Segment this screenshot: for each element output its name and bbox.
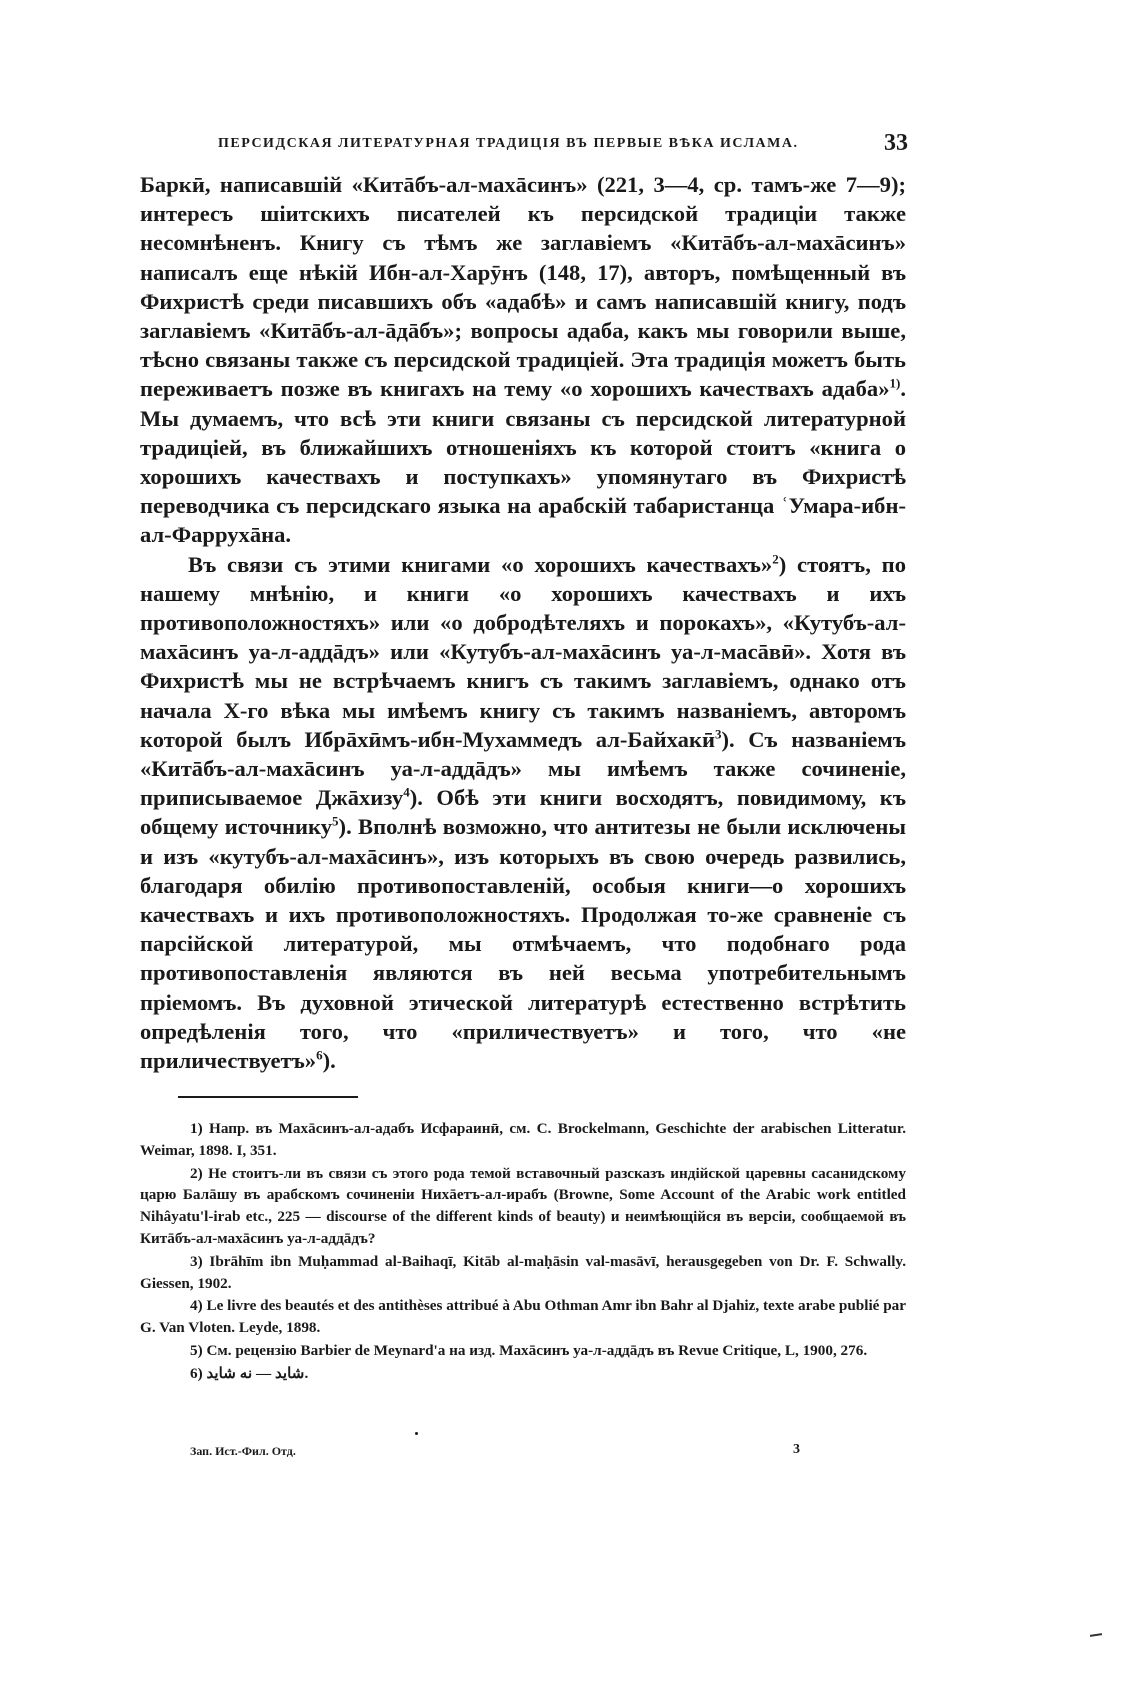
paragraph xyxy=(140,170,906,550)
paragraph-text: ). Съ названіемъ «Китāбъ-ал-махāсинъ уа-л-аддāдъ» мы имѣемъ также сочиненіе, приписываемое Джāхизу xyxy=(140,726,906,811)
signature-mark: 3 xyxy=(793,1442,800,1457)
paragraph-text: ). xyxy=(322,1048,336,1074)
page-number: 33 xyxy=(884,130,908,156)
running-head: ПЕРСИДСКАЯ ЛИТЕРАТУРНАЯ ТРАДИЦІЯ ВЪ ПЕРВЫЕ ВѢКА ИСЛАМА. xyxy=(218,136,799,151)
paragraph-text: Баркӣ, написавшій «Китāбъ-ал-махāсинъ» (221, 3—4, ср. тамъ-же 7—9); интересъ шіитскихъ писателей къ персидской традиціи также несомнѣненъ. Книгу съ тѣмъ же заглавіемъ «Китāбъ-ал-махāсинъ» написалъ еще нѣкій Ибн-ал-Харӯнъ (148, 17), авторъ, помѣщенный въ Фихристѣ среди писавшихъ объ «адабѣ» и самъ написавшій книгу, подъ заглавіемъ «Китāбъ-ал-āдāбъ»; вопросы адаба, какъ мы говорили выше, тѣсно связаны также съ персидской традиціей. Эта традиція можетъ быть переживаетъ позже въ книгахъ на тему «о хорошихъ качествахъ адаба» xyxy=(140,172,906,402)
paragraph-text: ). Вполнѣ возможно, что антитезы не были исключены и изъ «кутубъ-ал-махāсинъ», изъ которыхъ въ свою очередь развились, благодаря обилію противопоставленій, особыя книги—о хорошихъ качествахъ и ихъ противоположностяхъ. Продолжая то-же сравненіе съ парсійской литературой, мы отмѣчаемъ, что подобнаго рода противопоставленія являются въ ней весьма употребительнымъ пріемомъ. Въ духовной этической литературѣ естественно встрѣтить опредѣленія того, что «приличествуетъ» и того, что «не приличествуетъ» xyxy=(140,814,906,1074)
footnote: 5) См. рецензію Barbier de Meynard'a на изд. Махāсинъ уа-л-аддāдъ въ Revue Critique, L, 1900, 276. xyxy=(190,1341,868,1359)
footnote: 4) Le livre des beautés et des antithèses attribué à Abu Othman Amr ibn Bahr al Djahiz, texte arabe publié par G. Van Vloten. Leyde, 1898. xyxy=(140,1297,906,1337)
footnote-divider xyxy=(178,1096,358,1098)
paragraph-text: Въ связи съ этими книгами «о хорошихъ качествахъ» xyxy=(188,551,773,577)
footnote: 1) Напр. въ Махāсинъ-ал-адабъ Исфараинӣ, см. C. Brockelmann, Geschichte der arabischen Litteratur. Weimar, 1898. I, 351. xyxy=(140,1120,906,1159)
page-header xyxy=(218,130,908,160)
footnote-ref: 4 xyxy=(403,784,410,800)
paragraph-text: . Мы думаемъ, что всѣ эти книги связаны съ персидской литературной традиціей, въ ближайшихъ отношеніяхъ къ которой стоитъ «книга о хорошихъ качествахъ и поступкахъ» упомянутаго въ Фихристѣ переводчика съ персидскаго языка на арабскій табаристанца ʿУмара-ибн-ал-Фаррухāна. xyxy=(140,376,906,548)
paragraph-text: ) стоятъ, по нашему мнѣнію, и книги «о хорошихъ качествахъ и ихъ противоположностяхъ» или «о добродѣтеляхъ и порокахъ», «Кутубъ-ал-махāсинъ уа-л-аддāдъ» или «Кутубъ-ал-махāсинъ уа-л-масāвӣ». Хотя въ Фихристѣ мы не встрѣчаемъ книгъ съ такимъ заглавіемъ, однако отъ начала X-го вѣка мы имѣемъ книгу съ такимъ названіемъ, авторомъ которой былъ Ибрāхӣмъ-ибн-Мухаммедъ ал-Байхакӣ xyxy=(140,551,906,752)
paragraph-text: ). Обѣ эти книги восходятъ, повидимому, къ общему источнику xyxy=(140,785,906,840)
page-footer xyxy=(190,1444,800,1464)
paragraph xyxy=(140,550,906,1076)
footnote-ref: 3 xyxy=(715,726,722,742)
footnote-ref: 5 xyxy=(332,813,339,829)
footnote-ref: 1) xyxy=(889,375,901,391)
footnotes xyxy=(140,1118,906,1386)
footnote: 2) Не стоитъ-ли въ связи съ этого рода темой вставочный разсказъ индійской царевны сасанидскому царю Балāшу въ арабскомъ сочиненіи Нихāетъ-ал-ирабъ (Browne, Some Account of the Arabic work entitled Nihâyatu'l-irab etc., 225 — discourse of the different kinds of beauty) и неимѣющійся въ версіи, сообщаемой въ Китāбъ-ал-махāсинъ уа-л-аддāдъ? xyxy=(140,1164,906,1247)
footnote-ref: 6 xyxy=(316,1047,323,1063)
scan-mark xyxy=(1090,1633,1102,1637)
footnote: 6) شايد — نه شايد. xyxy=(190,1364,309,1382)
body-text xyxy=(140,170,906,1075)
print-speck xyxy=(415,1432,418,1435)
footnote-ref: 2 xyxy=(772,551,779,567)
signature-line: Зап. Ист.-Фил. Отд. xyxy=(190,1444,296,1458)
footnote: 3) Ibrāhīm ibn Muḥammad al-Baihaqī, Kitāb al-maḥāsin val-masāvī, herausgegeben von Dr. F. Schwally. Giessen, 1902. xyxy=(140,1252,906,1292)
